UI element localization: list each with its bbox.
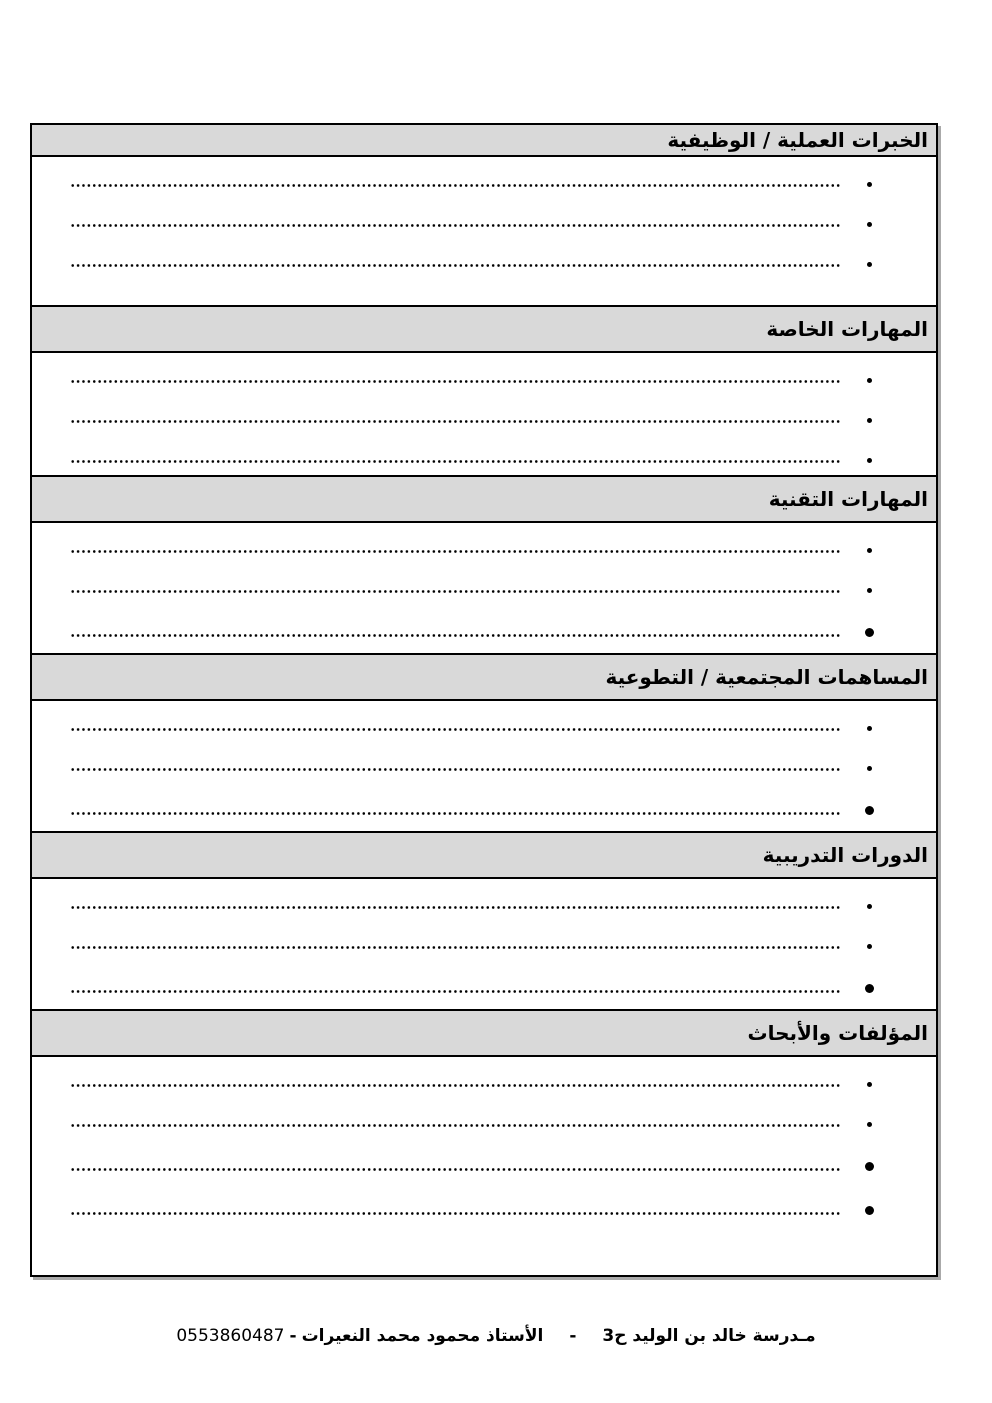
bullet-line xyxy=(32,921,936,961)
footer-separator: - xyxy=(569,1326,577,1346)
bullet-icon xyxy=(864,806,874,815)
section-content xyxy=(32,157,936,305)
footer-school: مـدرسة خالد بن الوليد ح3 xyxy=(602,1326,816,1346)
section-header xyxy=(32,475,936,523)
dotted-line xyxy=(70,260,840,269)
bullet-line xyxy=(32,609,936,649)
section-header xyxy=(32,305,936,353)
bullet-line xyxy=(32,1187,936,1227)
bullet-icon xyxy=(864,588,874,593)
section-title: المساهمات المجتمعية / التطوعية xyxy=(605,665,928,689)
dotted-line xyxy=(70,1164,840,1173)
bullet-icon xyxy=(864,1206,874,1215)
bullet-line xyxy=(32,239,936,279)
dotted-line xyxy=(70,942,840,951)
sections-table xyxy=(30,123,938,1277)
bullet-line xyxy=(32,1059,936,1099)
bullet-line xyxy=(32,743,936,783)
section xyxy=(32,305,936,475)
dotted-line xyxy=(70,724,840,733)
bullet-line xyxy=(32,1143,936,1183)
bullet-icon xyxy=(864,418,874,423)
bullet-line xyxy=(32,355,936,395)
footer-teacher: الأستاذ محمود محمد النعيرات xyxy=(301,1326,544,1346)
dotted-line xyxy=(70,1120,840,1129)
bullet-line xyxy=(32,199,936,239)
section-content xyxy=(32,1057,936,1275)
bullet-line xyxy=(32,159,936,199)
section-title: المؤلفات والأبحاث xyxy=(747,1021,928,1045)
section-header xyxy=(32,125,936,157)
dotted-line xyxy=(70,416,840,425)
bullet-icon xyxy=(864,944,874,949)
section-header xyxy=(32,831,936,879)
dotted-line xyxy=(70,456,840,465)
section-header xyxy=(32,653,936,701)
section-title: الخبرات العملية / الوظيفية xyxy=(667,128,928,152)
bullet-line xyxy=(32,435,936,475)
dotted-line xyxy=(70,630,840,639)
section-header xyxy=(32,1009,936,1057)
bullet-icon xyxy=(864,766,874,771)
bullet-icon xyxy=(864,1122,874,1127)
bullet-line xyxy=(32,881,936,921)
dotted-line xyxy=(70,1080,840,1089)
bullet-icon xyxy=(864,548,874,553)
dotted-line xyxy=(70,180,840,189)
dotted-line xyxy=(70,986,840,995)
bullet-line xyxy=(32,395,936,435)
section-content xyxy=(32,523,936,653)
bullet-icon xyxy=(864,458,874,463)
bullet-icon xyxy=(864,378,874,383)
bullet-line xyxy=(32,1099,936,1139)
dotted-line xyxy=(70,546,840,555)
dotted-line xyxy=(70,1208,840,1217)
footer-phone: 0553860487 xyxy=(176,1326,285,1346)
section-content xyxy=(32,701,936,831)
section xyxy=(32,653,936,831)
section-title: المهارات التقنية xyxy=(768,487,928,511)
dotted-line xyxy=(70,902,840,911)
bullet-icon xyxy=(864,1162,874,1171)
dotted-line xyxy=(70,808,840,817)
section xyxy=(32,475,936,653)
bullet-icon xyxy=(864,904,874,909)
bullet-icon xyxy=(864,262,874,267)
bullet-icon xyxy=(864,984,874,993)
footer-separator-2: - xyxy=(289,1326,297,1346)
dotted-line xyxy=(70,220,840,229)
bullet-icon xyxy=(864,726,874,731)
section xyxy=(32,831,936,1009)
section xyxy=(32,125,936,305)
bullet-icon xyxy=(864,1082,874,1087)
section-title: المهارات الخاصة xyxy=(766,317,928,341)
bullet-icon xyxy=(864,182,874,187)
bullet-icon xyxy=(864,222,874,227)
section-title: الدورات التدريبية xyxy=(762,843,928,867)
dotted-line xyxy=(70,586,840,595)
section-content xyxy=(32,879,936,1009)
bullet-line xyxy=(32,703,936,743)
footer xyxy=(0,1326,992,1346)
bullet-line xyxy=(32,965,936,1005)
bullet-icon xyxy=(864,628,874,637)
section xyxy=(32,1009,936,1275)
bullet-line xyxy=(32,525,936,565)
dotted-line xyxy=(70,764,840,773)
dotted-line xyxy=(70,376,840,385)
section-content xyxy=(32,353,936,475)
bullet-line xyxy=(32,787,936,827)
bullet-line xyxy=(32,565,936,605)
